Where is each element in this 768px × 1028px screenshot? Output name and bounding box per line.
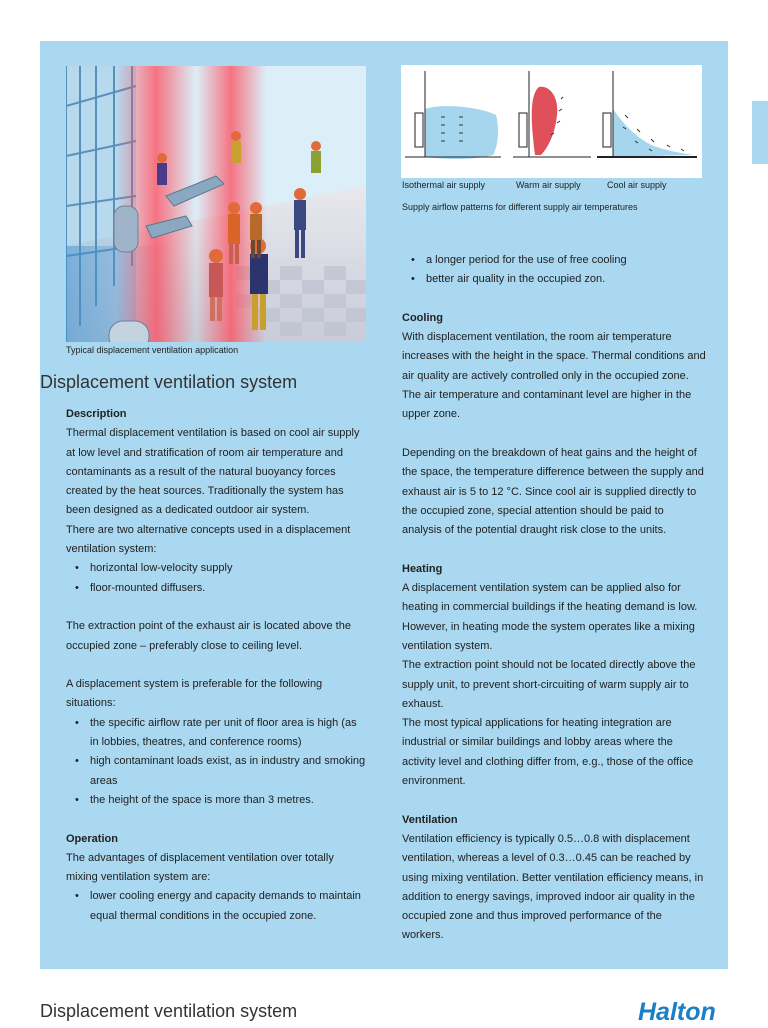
operation-intro: The advantages of displacement ventilation over totally mixing ventilation system are: [66,851,334,884]
cool-pattern [597,71,697,157]
advantages-list [66,887,366,926]
situations-list [66,714,366,810]
list-item: • the height of the space is more than 3 metres. [66,791,366,810]
description-text: Thermal displacement ventilation is based on cool air supply at low level and stratification of room air temperature and contaminants as a result of the natural buoyancy forces created by the heat sources. Traditionally the system has been designed as a dedicated outdoor air system. [66,427,360,517]
ventilation-illustration [66,66,366,342]
concepts-intro: There are two alternative concepts used in a displacement ventilation system: [66,523,351,556]
cooling-text-1: With displacement ventilation, the room air temperature increases with the height in the space. Thermal conditions and air quality are actively controlled only in the occupied zone. The air temperature and contaminant level are higher in the upper zone. [402,331,706,421]
ventilation-text: Ventilation efficiency is typically 0.5…0.8 with displacement ventilation, whereas a level of 0.3…0.45 can be reached by using mixing ventilation. Better ventilation efficiency means, in addition to energy savings, improved indoor air quality in the occupied zone and thus improved performance of the workers. [402,832,704,942]
heating-text-1: A displacement ventilation system can be applied also for heating in commercial buildings if the heating demand is low. However, in heating mode the system operates like a mixing ventilation system. [402,582,698,652]
cooling-heading: Cooling [402,311,443,324]
heating-text-2: The extraction point should not be located directly above the supply unit, to prevent short-circuiting of warm supply air to exhaust. [402,659,696,710]
side-tab [752,101,768,164]
photo-caption: Typical displacement ventilation application [66,345,239,355]
list-item: • a longer period for the use of free cooling [402,251,706,270]
list-item: • lower cooling energy and capacity demands to maintain equal thermal conditions in the occupied zone. [66,887,366,926]
right-column [402,251,706,946]
logo-text: Halton [638,998,716,1026]
diagram-label-cool: Cool air supply [607,180,667,190]
airflow-diagram-graphic [401,65,702,178]
extraction-text: The extraction point of the exhaust air is located above the occupied zone – preferably close to ceiling level. [66,620,351,652]
operation-heading: Operation [66,832,118,845]
heating-heading: Heating [402,562,443,575]
airflow-diagram [401,65,702,178]
diagram-label-isothermal: Isothermal air supply [402,180,486,190]
list-item: • horizontal low-velocity supply [66,559,366,578]
illustration-graphic [66,66,366,342]
ventilation-heading: Ventilation [402,813,458,826]
page-title: Displacement ventilation system [40,372,298,392]
warm-pattern [513,71,591,157]
list-item: • high contaminant loads exist, as in industry and smoking areas [66,752,366,791]
description-heading: Description [66,408,127,420]
list-item: • the specific airflow rate per unit of floor area is high (as in lobbies, theatres, and conference rooms) [66,714,366,753]
isothermal-pattern [405,71,501,159]
concepts-list [66,559,366,598]
footer-title: Displacement ventilation system [40,1001,298,1021]
cooling-text-2: Depending on the breakdown of heat gains and the height of the space, the temperature difference between the supply and exhaust air is 5 to 12 °C. Since cool air is supplied directly to the occupied zone, special attention should be paid to analysis of the potential draught risk close to the units. [402,446,704,537]
advantages-cont-list [402,251,706,290]
halton-logo [636,994,730,1028]
left-column [66,405,366,926]
heating-text-3: The most typical applications for heating integration are industrial or similar buildings and lobby areas where the activity level and clothing differ from, e.g., those of the office environment. [402,717,694,788]
preferable-intro: A displacement system is preferable for the following situations: [66,678,323,710]
list-item: • floor-mounted diffusers. [66,579,366,598]
diagram-label-warm: Warm air supply [516,180,581,190]
diagram-caption: Supply airflow patterns for different supply air temperatures [402,202,638,212]
list-item: • better air quality in the occupied zon. [402,270,706,289]
